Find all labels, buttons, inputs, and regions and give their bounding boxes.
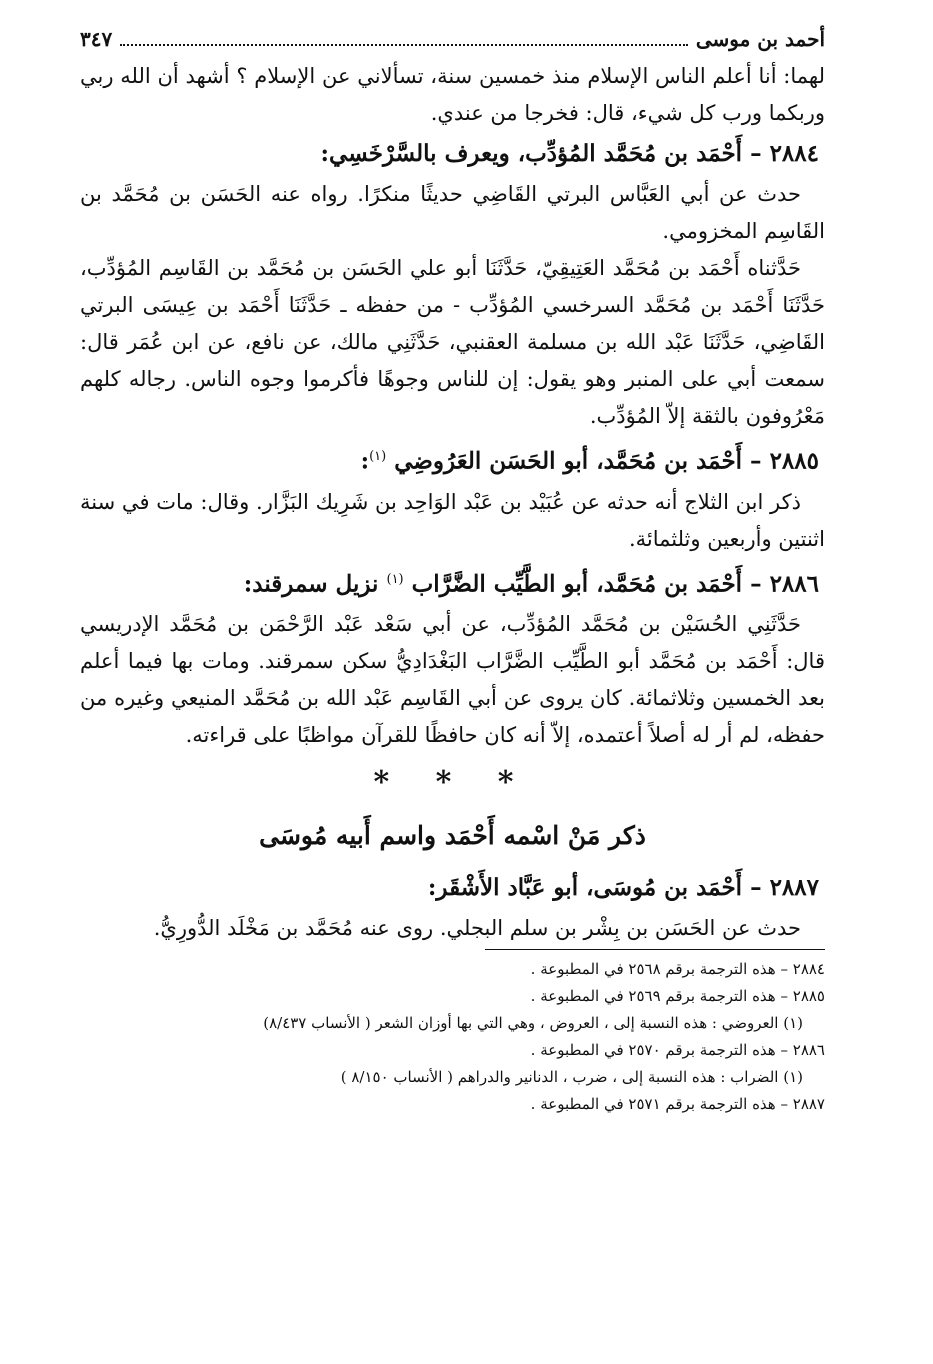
running-title: أحمد بن موسى xyxy=(695,27,825,51)
entry-2886-paragraph: حَدَّثَنِي الحُسَيْن بن مُحَمَّد المُؤدِّب، عن أبي سَعْد عَبْد الرَّحْمَن بن مُحَمَّد الإدريسي قال: أَحْمَد بن مُحَمَّد أبو الطَّيِّب الضَّرَّاب البَغْدَادِيُّ سكن سمرقند. ومات بها فيما أعلم بعد الخمسين وثلاثمائة. كان يروى عن أبي القَاسِم عَبْد الله بن مُحَمَّد المنيعي وغيره من حفظه، لم أر له أصلاً أعتمده، إلاّ أنه كان حافظًا للقرآن مواظبًا على قراءته. xyxy=(80,612,825,748)
entry-2886-title: ٢٨٨٦ – أَحْمَد بن مُحَمَّد، أبو الطَّيِّب الضَّرَّاب xyxy=(411,570,819,598)
footnote-line: ٢٨٨٦ – هذه الترجمة برقم ٢٥٧٠ في المطبوعة . xyxy=(530,1041,825,1060)
footnote-line: ٢٨٨٧ – هذه الترجمة برقم ٢٥٧١ في المطبوعة . xyxy=(530,1095,825,1114)
footnote-line: ٢٨٨٤ – هذه الترجمة برقم ٢٥٦٨ في المطبوعة . xyxy=(530,960,825,979)
footnote-marker: (١) xyxy=(386,571,404,587)
footnote-line: (١) الضراب : هذه النسبة إلى ، ضرب ، الدنانير والدراهم ( الأنساب ٨/١٥٠ ) xyxy=(340,1068,803,1087)
entry-2885-paragraph: ذكر ابن الثلاج أنه حدثه عن عُبَيْد بن عَبْد الوَاحِد بن شَرِيك البَزَّار. وقال: مات في سنة اثنتين وأربعين وثلثمائة. xyxy=(80,489,825,551)
section-divider-stars: * * * xyxy=(373,765,532,801)
entry-2884-paragraph-2: حَدَّثناه أَحْمَد بن مُحَمَّد العَتِيقِيّ، حَدَّثَنَا أبو علي الحَسَن بن مُحَمَّد بن القَاسِم المُؤدِّب، حَدَّثَنَا أَحْمَد بن مُحَمَّد السرخسي المُؤدِّب - من حفظه ـ حَدَّثَنَا أَحْمَد بن عِيسَى البرتي القَاضِي، حَدَّثَنَا عَبْد الله بن مسلمة العقنبي، حَدَّثَنِي مالك، عن نافع، عن ابن عُمَر قال: سمعت أبي على المنبر وهو يقول: إن للناس وجوهًا فأكرموا وجوه الناس. رجاله كلهم مَعْرُوفون بالثقة إلاّ المُؤدِّب. xyxy=(80,256,825,428)
entry-2886-heading xyxy=(80,560,825,605)
entry-2884-paragraph-1: حدث عن أبي العَبَّاس البرتي القَاضِي حديثًا منكرًا. رواه عنه الحَسَن بن مُحَمَّد بن القَاسِم المخزومي. xyxy=(80,182,825,243)
footnote-line: ٢٨٨٥ – هذه الترجمة برقم ٢٥٦٩ في المطبوعة . xyxy=(530,987,825,1006)
entry-2885-heading: ٢٨٨٥ – أَحْمَد بن مُحَمَّد، أبو الحَسَن العَرُوضِي $^{(١)}$: xyxy=(360,447,819,475)
running-header xyxy=(80,20,825,58)
footnotes xyxy=(80,956,825,1118)
entry-2887-heading: ٢٨٨٧ – أَحْمَد بن مُوسَى، أبو عَبَّاد الأَشْقَر: xyxy=(427,874,819,902)
book-page xyxy=(80,20,825,1118)
section-title: ذكر مَنْ اسْمه أَحْمَد واسم أَبيه مُوسَى xyxy=(259,821,646,851)
footnote-rule xyxy=(485,949,825,950)
footnote-line: (١) العروضي : هذه النسبة إلى ، العروض ، وهي التي بها أوزان الشعر ( الأنساب ٨/٤٣٧) xyxy=(263,1014,803,1033)
intro-paragraph: لهما: أنا أعلم الناس الإسلام منذ خمسين سنة، تسألاني عن الإسلام ؟ أشهد أن الله ربي وربكما ورب كل شيء، قال: فخرجا من عندي. xyxy=(80,64,825,125)
leader-dots xyxy=(120,30,688,46)
footnote-marker: (١) xyxy=(369,449,387,464)
entry-2884-heading: ٢٨٨٤ – أَحْمَد بن مُحَمَّد المُؤدِّب، ويعرف بالسَّرْخَسِي: xyxy=(320,140,819,167)
entry-2886-title-suffix: نزيل سمرقند: xyxy=(243,570,379,598)
page-number: ٣٤٧ xyxy=(80,27,113,51)
entry-2887-paragraph: حدث عن الحَسَن بن بِشْر بن سلم البجلي. روى عنه مُحَمَّد بن مَخْلَد الدُّورِيُّ. xyxy=(153,916,801,941)
entry-2885-title: ٢٨٨٥ – أَحْمَد بن مُحَمَّد، أبو الحَسَن العَرُوضِي xyxy=(394,447,819,475)
